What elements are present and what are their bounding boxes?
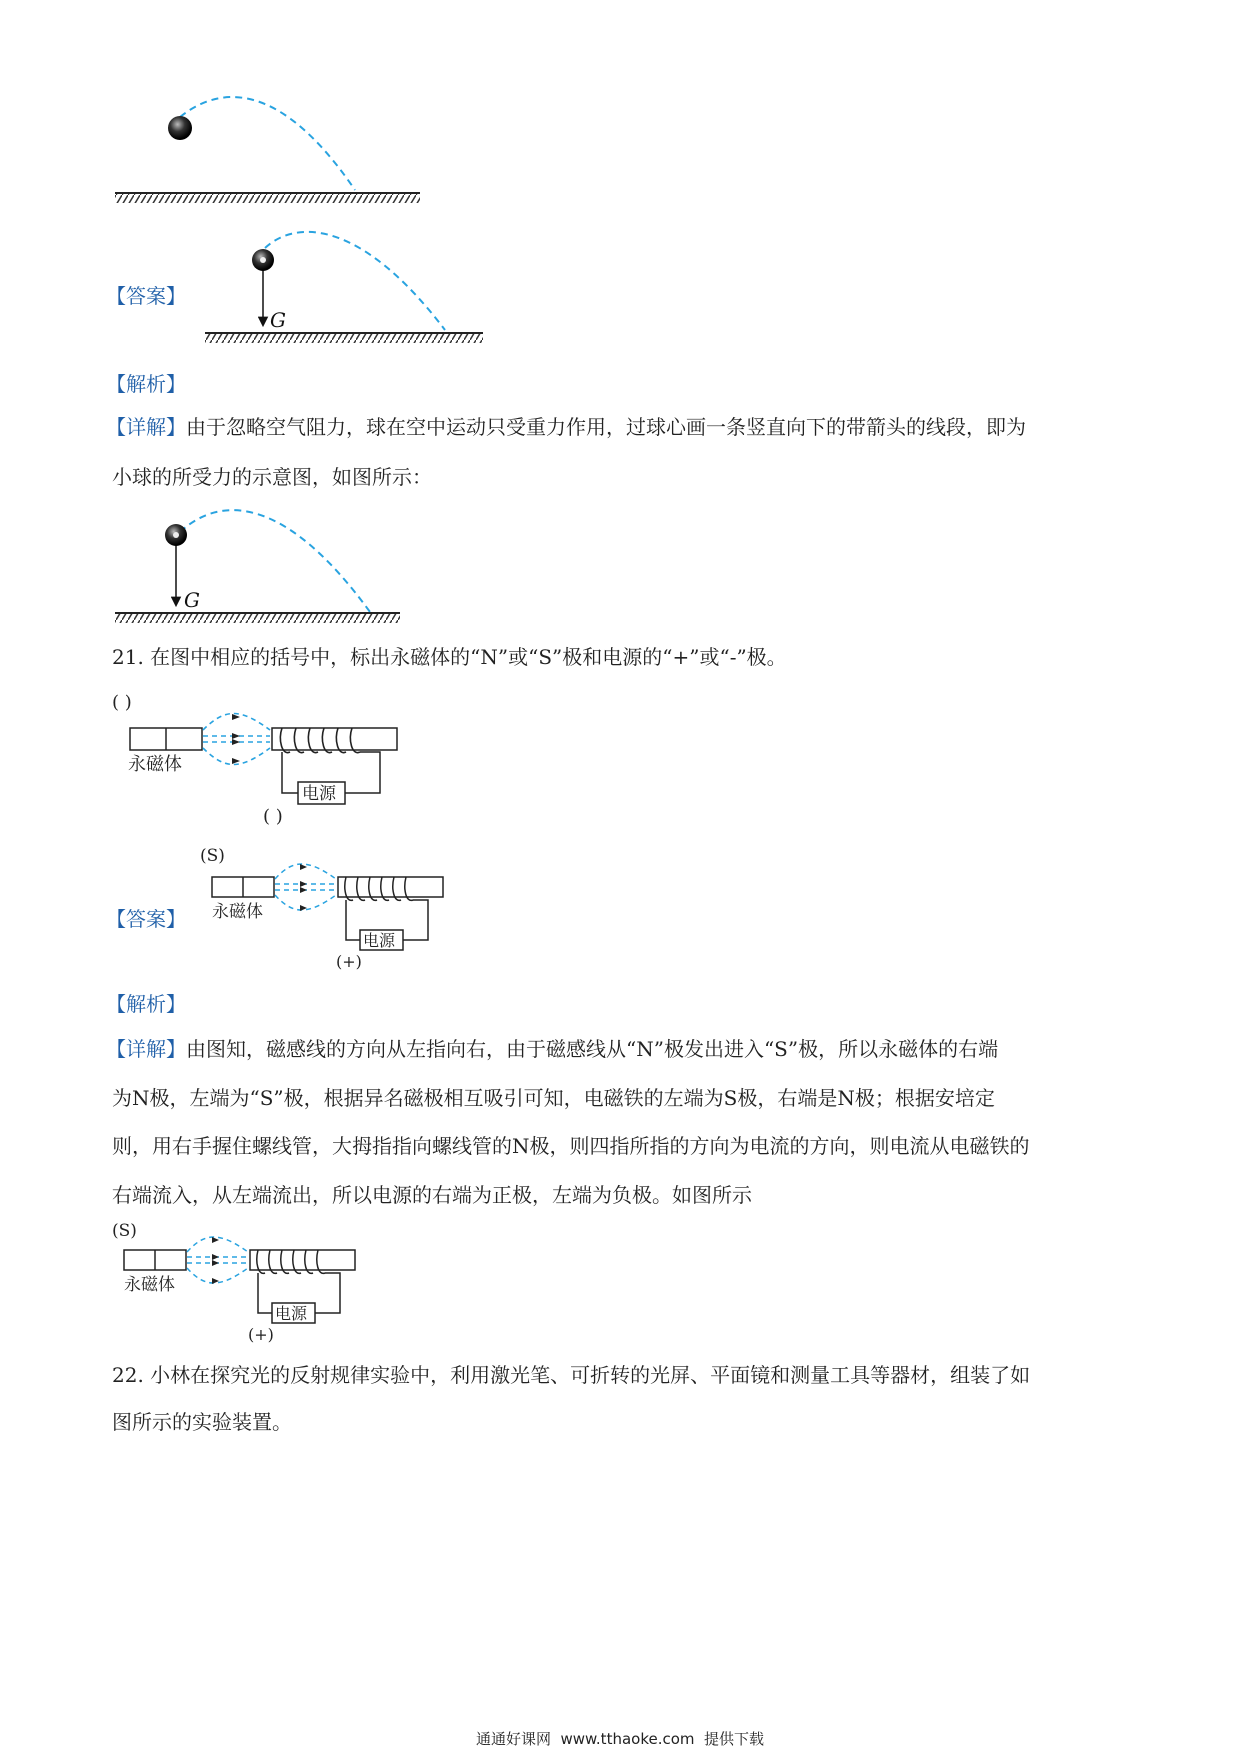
- field-lines: [275, 864, 336, 910]
- gravity-label: G: [184, 588, 200, 612]
- solenoid-core: [250, 1250, 355, 1270]
- power-pole-answer: (+): [248, 1325, 274, 1344]
- detail-text-line2-q21: 为N极，左端为“S”极，根据异名磁极相互吸引可知，电磁铁的左端为S极，右端是N极；根据安培定: [112, 1086, 995, 1110]
- detail-label: 【详解】: [106, 1037, 186, 1061]
- detail-text: 由于忽略空气阻力，球在空中运动只受重力作用，过球心画一条竖直向下的带箭头的线段，即为: [186, 415, 1026, 439]
- analysis-label-q21: 【解析】: [106, 992, 186, 1016]
- magnet-label: 永磁体: [124, 1275, 175, 1295]
- detail-paragraph-q21: [106, 1037, 998, 1061]
- trajectory-curve: [265, 232, 445, 330]
- magnet-pole-answer: (S): [200, 846, 225, 866]
- circuit-wire: [315, 1273, 340, 1313]
- detail-figure-q21: [110, 1218, 370, 1353]
- circuit-wire: [258, 1273, 272, 1313]
- circuit-wire: [346, 900, 360, 940]
- ball: [168, 116, 192, 140]
- ground-hatch: [115, 613, 400, 623]
- answer-label-q21: 【答案】: [106, 907, 186, 931]
- detail-figure-q20: [110, 500, 410, 625]
- question-21: 21. 在图中相应的括号中，标出永磁体的“N”或“S”极和电源的“+”或“-”极。: [112, 645, 787, 669]
- footer-text: 通通好课网 www.tthaoke.com 提供下载: [475, 1730, 765, 1748]
- circuit-wire: [345, 752, 380, 793]
- circuit-wire: [403, 900, 428, 940]
- trajectory-curve: [180, 97, 355, 190]
- analysis-label-q20: 【解析】: [106, 372, 186, 396]
- detail-text-line3-q21: 则，用右手握住螺线管，大拇指指向螺线管的N极，则四指所指的方向为电流的方向，则电流从电磁铁的: [112, 1134, 1030, 1158]
- detail-label: 【详解】: [106, 415, 186, 439]
- gravity-label: G: [270, 308, 286, 332]
- power-label: 电源: [302, 784, 336, 804]
- answer-label-q20: 【答案】: [106, 284, 186, 308]
- ground-hatch: [205, 333, 483, 343]
- magnet-pole-bracket: ( ): [112, 692, 132, 713]
- ball-center: [173, 532, 179, 538]
- field-arrows: [212, 1237, 219, 1284]
- magnet-coil-figure: [110, 690, 410, 830]
- field-arrows: [232, 714, 240, 764]
- power-pole-answer: (+): [336, 952, 362, 971]
- magnet-label: 永磁体: [212, 902, 263, 922]
- ground-hatch: [115, 193, 420, 203]
- detail-text-line2-q20: 小球的所受力的示意图，如图所示：: [112, 465, 432, 489]
- field-lines: [203, 714, 270, 765]
- power-pole-bracket: ( ): [263, 806, 283, 827]
- answer-figure-q21: [198, 845, 458, 975]
- detail-text: 由图知，磁感线的方向从左指向右，由于磁感线从“N”极发出进入“S”极，所以永磁体的右端: [186, 1037, 999, 1061]
- ball-center: [260, 257, 266, 263]
- answer-figure-q20: [200, 230, 490, 345]
- magnet-label: 永磁体: [128, 754, 182, 775]
- solenoid-core: [272, 728, 397, 750]
- trajectory-curve: [180, 510, 370, 612]
- ball-trajectory-figure: [110, 95, 430, 220]
- question-22-line1: 22. 小林在探究光的反射规律实验中，利用激光笔、可折转的光屏、平面镜和测量工具等器材，组装了如: [112, 1363, 1031, 1387]
- question-22-line2: 图所示的实验装置。: [112, 1410, 292, 1434]
- power-label: 电源: [363, 931, 396, 950]
- detail-paragraph-q20: [106, 415, 1026, 439]
- detail-text-line4-q21: 右端流入，从左端流出，所以电源的右端为正极，左端为负极。如图所示: [112, 1183, 752, 1207]
- field-lines: [187, 1237, 248, 1283]
- field-arrows: [300, 864, 307, 911]
- power-label: 电源: [275, 1304, 308, 1323]
- solenoid-core: [338, 877, 443, 897]
- circuit-wire: [282, 752, 298, 793]
- magnet-pole-answer: (S): [112, 1221, 137, 1241]
